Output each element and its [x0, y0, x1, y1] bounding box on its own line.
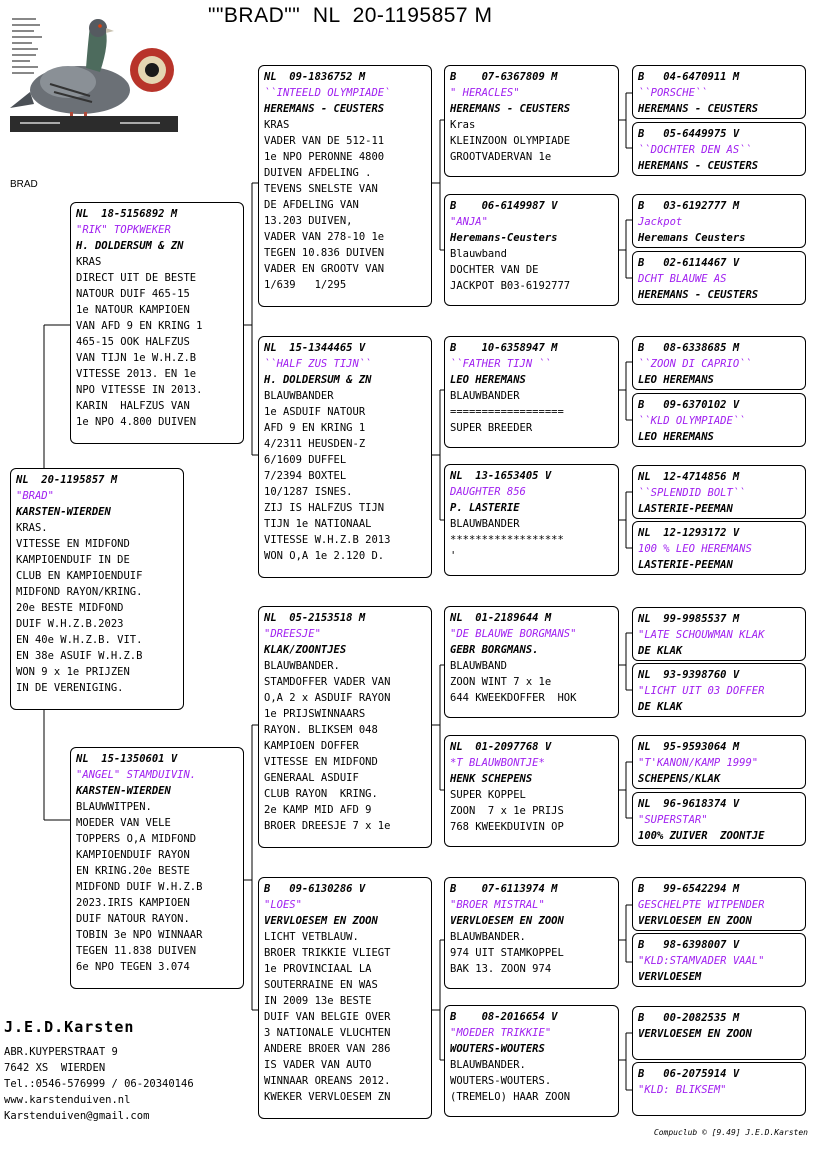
pedigree-box-gen4-5 [444, 606, 619, 718]
detail-line: 3 NATIONALE VLUCHTEN [264, 1027, 391, 1039]
detail-line: LICHT VETBLAUW. [264, 931, 359, 943]
detail-line: IN DE VERENIGING. [16, 682, 124, 694]
ring-number: B 06-6149987 V [450, 200, 558, 212]
detail-line: BLAUWBANDER [264, 390, 334, 402]
pedigree-box-gen5-7 [632, 465, 806, 519]
detail-line: EN 40e W.H.Z.B. VIT. [16, 634, 143, 646]
pedigree-box-gen5-4 [632, 251, 806, 305]
detail-line: KWEKER VERVLOESEM ZN [264, 1091, 391, 1103]
breeder-line: HEREMANS - CEUSTERS [638, 289, 759, 301]
detail-line: BROER DREESJE 7 x 1e [264, 820, 391, 832]
pedigree-box-gen4-1 [444, 65, 619, 177]
detail-line: WON 9 x 1e PRIJZEN [16, 666, 130, 678]
pigeon-name: ``PORSCHE`` [638, 87, 708, 99]
subject-label: BRAD [10, 179, 38, 190]
ring-number: NL 15-1350601 V [76, 753, 178, 765]
pedigree-box-gen5-6 [632, 393, 806, 447]
detail-line: DUIF NATOUR RAYON. [76, 913, 190, 925]
pigeon-name: " HERACLES" [450, 87, 520, 99]
detail-line: KRAS. [16, 522, 48, 534]
detail-line: DUIVEN AFDELING . [264, 167, 372, 179]
detail-line: BLAUWBANDER. [264, 660, 340, 672]
breeder-line: VERVLOESEM EN ZOON [638, 1028, 752, 1040]
pedigree-box-gen5-10 [632, 663, 806, 717]
ring-number: B 07-6367809 M [450, 71, 558, 83]
pedigree-box-dam-sire [258, 606, 432, 848]
detail-line: EN KRING.20e BESTE [76, 865, 190, 877]
ring-number: B 02-6114467 V [638, 257, 740, 269]
pedigree-box-gen4-7 [444, 877, 619, 989]
detail-line: 13.203 DUIVEN, [264, 215, 353, 227]
ring-number: NL 12-1293172 V [638, 527, 740, 539]
pedigree-box-gen4-2 [444, 194, 619, 306]
detail-line: TEGEN 11.838 DUIVEN [76, 945, 197, 957]
detail-line: ZOON 7 x 1e PRIJS [450, 805, 564, 817]
detail-line: 2e KAMP MID AFD 9 [264, 804, 372, 816]
detail-line: MIDFOND RAYON/KRING. [16, 586, 143, 598]
detail-line: (TREMELO) HAAR ZOON [450, 1091, 571, 1103]
ring-number: B 06-2075914 V [638, 1068, 740, 1080]
breeder-line: HEREMANS - CEUSTERS [638, 160, 759, 172]
pigeon-name: "ANGEL" STAMDUIVIN. [76, 769, 197, 781]
breeder-line: KARSTEN-WIERDEN [16, 506, 111, 518]
detail-line: WON O,A 1e 2.120 D. [264, 550, 385, 562]
breeder-name: J.E.D.Karsten [4, 1018, 135, 1036]
contact-email[interactable]: Karstenduiven@gmail.com [4, 1110, 150, 1122]
ring-number: NL 09-1836752 M [264, 71, 366, 83]
detail-line: 20e BESTE MIDFOND [16, 602, 124, 614]
pigeon-name: ``HALF ZUS TIJN`` [264, 358, 372, 370]
ring-number: NL 20-1195857 M [16, 474, 118, 486]
pigeon-name: "LOES" [264, 899, 302, 911]
detail-line: BLAUWBANDER. [450, 1059, 526, 1071]
ring-number: B 03-6192777 M [638, 200, 740, 212]
detail-line: DE AFDELING VAN [264, 199, 359, 211]
contact-phone: Tel.:0546-576999 / 06-20340146 [4, 1078, 194, 1090]
pigeon-name: 100 % LEO HEREMANS [638, 543, 752, 555]
detail-line: JACKPOT B03-6192777 [450, 280, 571, 292]
pigeon-name: DAUGHTER 856 [450, 486, 526, 498]
breeder-line: VERVLOESEM [638, 971, 702, 983]
ring-number: NL 01-2189644 M [450, 612, 552, 624]
detail-line: CLUB RAYON KRING. [264, 788, 378, 800]
detail-line: Kras [450, 119, 476, 131]
detail-line: TOPPERS O,A MIDFOND [76, 833, 197, 845]
ring-number: B 98-6398007 V [638, 939, 740, 951]
pedigree-box-subject [10, 468, 184, 710]
detail-line: VADER VAN 278-10 1e [264, 231, 385, 243]
ring-number: B 99-6542294 M [638, 883, 740, 895]
detail-line: IN 2009 13e BESTE [264, 995, 372, 1007]
pigeon-name: "BRAD" [16, 490, 54, 502]
pigeon-name: "T'KANON/KAMP 1999" [638, 757, 759, 769]
detail-line: DUIF VAN BELGIE OVER [264, 1011, 391, 1023]
pedigree-box-gen4-8 [444, 1005, 619, 1117]
detail-line: 7/2394 BOXTEL [264, 470, 347, 482]
pigeon-name: "DREESJE" [264, 628, 321, 640]
pedigree-box-gen4-3 [444, 336, 619, 448]
ring-number: NL 96-9618374 V [638, 798, 740, 810]
detail-line: GROOTVADERVAN 1e [450, 151, 552, 163]
breeder-line: VERVLOESEM EN ZOON [450, 915, 564, 927]
ring-number: B 04-6470911 M [638, 71, 740, 83]
page-title: ""BRAD"" NL 20-1195857 M [208, 4, 493, 27]
breeder-line: Heremans-Ceusters [450, 232, 558, 244]
breeder-line: DE KLAK [638, 645, 683, 657]
ring-number: NL 93-9398760 V [638, 669, 740, 681]
detail-line: 10/1287 ISNES. [264, 486, 353, 498]
detail-line: BROER TRIKKIE VLIEGT [264, 947, 391, 959]
detail-line: VAN AFD 9 EN KRING 1 [76, 320, 203, 332]
ring-number: NL 01-2097768 V [450, 741, 552, 753]
breeder-line: DE KLAK [638, 701, 683, 713]
pedigree-box-dam-dam [258, 877, 432, 1119]
ring-number: B 05-6449975 V [638, 128, 740, 140]
pedigree-box-sire [70, 202, 244, 444]
contact-website[interactable]: www.karstenduiven.nl [4, 1094, 131, 1106]
contact-city: 7642 XS WIERDEN [4, 1062, 106, 1074]
ring-number: B 08-6338685 M [638, 342, 740, 354]
pedigree-box-sire-dam [258, 336, 432, 578]
detail-line: 6e NPO TEGEN 3.074 [76, 961, 190, 973]
detail-line: 1e NPO 4.800 DUIVEN [76, 416, 197, 428]
ring-number: NL 18-5156892 M [76, 208, 178, 220]
detail-line: 1e ASDUIF NATOUR [264, 406, 366, 418]
breeder-line: LASTERIE-PEEMAN [638, 503, 733, 515]
detail-line: IS VADER VAN AUTO [264, 1059, 372, 1071]
ring-number: NL 15-1344465 V [264, 342, 366, 354]
pedigree-box-gen5-9 [632, 607, 806, 661]
detail-line: STAMDOFFER VADER VAN [264, 676, 391, 688]
detail-line: SUPER KOPPEL [450, 789, 526, 801]
ring-number: NL 12-4714856 M [638, 471, 740, 483]
detail-line: ZOON WINT 7 x 1e [450, 676, 552, 688]
pedigree-box-gen5-2 [632, 122, 806, 176]
detail-line: MIDFOND DUIF W.H.Z.B [76, 881, 203, 893]
pigeon-name: ``KLD OLYMPIADE`` [638, 415, 746, 427]
detail-line: WINNAAR OREANS 2012. [264, 1075, 391, 1087]
detail-line: NATOUR DUIF 465-15 [76, 288, 190, 300]
pigeon-name: "ANJA" [450, 216, 488, 228]
pigeon-name: ``DOCHTER DEN AS`` [638, 144, 752, 156]
detail-line: ZIJ IS HALFZUS TIJN [264, 502, 385, 514]
pigeon-name: "MOEDER TRIKKIE" [450, 1027, 552, 1039]
detail-line: SUPER BREEDER [450, 422, 533, 434]
detail-line: DOCHTER VAN DE [450, 264, 539, 276]
pigeon-name: Jackpot [638, 216, 683, 228]
pigeon-name: "KLD: BLIKSEM" [638, 1084, 727, 1096]
pigeon-name: ``ZOON DI CAPRIO`` [638, 358, 752, 370]
pedigree-box-dam [70, 747, 244, 989]
detail-line: KAMPIOEN DOFFER [264, 740, 359, 752]
pigeon-name: DCHT BLAUWE AS [638, 273, 727, 285]
breeder-line: HEREMANS - CEUSTERS [638, 103, 759, 115]
detail-line: 2023.IRIS KAMPIOEN [76, 897, 190, 909]
pedigree-box-gen5-15 [632, 1006, 806, 1060]
detail-line: O,A 2 x ASDUIF RAYON [264, 692, 391, 704]
pedigree-box-gen5-12 [632, 792, 806, 846]
pigeon-name: "BROER MISTRAL" [450, 899, 545, 911]
detail-line: 465-15 OOK HALFZUS [76, 336, 190, 348]
ring-number: B 07-6113974 M [450, 883, 558, 895]
breeder-line: LEO HEREMANS [450, 374, 526, 386]
pigeon-name: "RIK" TOPKWEKER [76, 224, 171, 236]
detail-line: 6/1609 DUFFEL [264, 454, 347, 466]
pigeon-name: "KLD:STAMVADER VAAL" [638, 955, 765, 967]
detail-line: KRAS [264, 119, 290, 131]
detail-line: MOEDER VAN VELE [76, 817, 171, 829]
pedigree-box-sire-sire [258, 65, 432, 307]
ring-number: B 10-6358947 M [450, 342, 558, 354]
pigeon-name: *T BLAUWBONTJE* [450, 757, 545, 769]
detail-line: 1e NPO PERONNE 4800 [264, 151, 385, 163]
detail-line: VITESSE EN MIDFOND [16, 538, 130, 550]
detail-line: CLUB EN KAMPIOENDUIF [16, 570, 143, 582]
detail-line: BLAUWBAND [450, 660, 507, 672]
breeder-line: H. DOLDERSUM & ZN [76, 240, 184, 252]
breeder-line: GEBR BORGMANS. [450, 644, 539, 656]
ring-number: B 00-2082535 M [638, 1012, 740, 1024]
detail-line: 1e NATOUR KAMPIOEN [76, 304, 190, 316]
pigeon-name: "SUPERSTAR" [638, 814, 708, 826]
breeder-line: HEREMANS - CEUSTERS [264, 103, 385, 115]
detail-line: DIRECT UIT DE BESTE [76, 272, 197, 284]
ring-number: B 09-6370102 V [638, 399, 740, 411]
breeder-line: Heremans Ceusters [638, 232, 746, 244]
footer-credit: Compuclub © [9.49] J.E.D.Karsten [653, 1128, 808, 1137]
detail-line: KARIN HALFZUS VAN [76, 400, 190, 412]
pedigree-box-gen4-6 [444, 735, 619, 847]
breeder-line: VERVLOESEM EN ZOON [638, 915, 752, 927]
detail-line: SOUTERRAINE EN WAS [264, 979, 378, 991]
detail-line: TOBIN 3e NPO WINNAAR [76, 929, 203, 941]
breeder-contact [4, 1018, 194, 1124]
pigeon-photo [10, 12, 178, 132]
detail-line: 1e PRIJSWINNAARS [264, 708, 366, 720]
breeder-line: WOUTERS-WOUTERS [450, 1043, 545, 1055]
detail-line: VITESSE 2013. EN 1e [76, 368, 197, 380]
detail-line: 644 KWEEKDOFFER HOK [450, 692, 577, 704]
contact-address: ABR.KUYPERSTRAAT 9 [4, 1046, 118, 1058]
detail-line: 974 UIT STAMKOPPEL [450, 947, 564, 959]
detail-line: BLAUWBANDER [450, 518, 520, 530]
ring-number: B 09-6130286 V [264, 883, 366, 895]
breeder-line: LASTERIE-PEEMAN [638, 559, 733, 571]
detail-line: 1/639 1/295 [264, 279, 347, 291]
breeder-line: 100% ZUIVER ZOONTJE [638, 830, 765, 842]
detail-line: VADER EN GROOTV VAN [264, 263, 385, 275]
detail-line: BLAUWBANDER. [450, 931, 526, 943]
detail-line: ================== [450, 406, 564, 418]
detail-line: KRAS [76, 256, 102, 268]
breeder-line: SCHEPENS/KLAK [638, 773, 721, 785]
detail-line: ****************** [450, 534, 564, 546]
breeder-line: HEREMANS - CEUSTERS [450, 103, 571, 115]
pedigree-box-gen5-5 [632, 336, 806, 390]
pedigree-box-gen5-16 [632, 1062, 806, 1116]
ring-number: NL 13-1653405 V [450, 470, 552, 482]
breeder-line: LEO HEREMANS [638, 431, 714, 443]
pigeon-name: ``INTEELD OLYMPIADE` [264, 87, 391, 99]
detail-line: VITESSE W.H.Z.B 2013 [264, 534, 391, 546]
detail-line: VADER VAN DE 512-11 [264, 135, 385, 147]
detail-line: ANDERE BROER VAN 286 [264, 1043, 391, 1055]
breeder-line: KARSTEN-WIERDEN [76, 785, 171, 797]
detail-line: WOUTERS-WOUTERS. [450, 1075, 552, 1087]
breeder-line: LEO HEREMANS [638, 374, 714, 386]
pigeon-name: "DE BLAUWE BORGMANS" [450, 628, 577, 640]
detail-line: KAMPIOENDUIF RAYON [76, 849, 190, 861]
detail-line: AFD 9 EN KRING 1 [264, 422, 366, 434]
breeder-line: H. DOLDERSUM & ZN [264, 374, 372, 386]
pedigree-box-gen4-4 [444, 464, 619, 576]
pedigree-box-gen5-3 [632, 194, 806, 248]
pigeon-name: "LATE SCHOUWMAN KLAK [638, 629, 765, 641]
ring-number: NL 99-9985537 M [638, 613, 740, 625]
detail-line: TEVENS SNELSTE VAN [264, 183, 378, 195]
detail-line: 4/2311 HEUSDEN-Z [264, 438, 366, 450]
detail-line: GENERAAL ASDUIF [264, 772, 359, 784]
detail-line: VAN TIJN 1e W.H.Z.B [76, 352, 197, 364]
detail-line: BLAUWBANDER [450, 390, 520, 402]
breeder-line: KLAK/ZOONTJES [264, 644, 347, 656]
pedigree-box-gen5-1 [632, 65, 806, 119]
detail-line: Blauwband [450, 248, 507, 260]
pedigree-box-gen5-11 [632, 735, 806, 789]
detail-line: 1e PROVINCIAAL LA [264, 963, 372, 975]
detail-line: NPO VITESSE IN 2013. [76, 384, 203, 396]
ring-number: NL 95-9593064 M [638, 741, 740, 753]
detail-line: TEGEN 10.836 DUIVEN [264, 247, 385, 259]
pedigree-box-gen5-13 [632, 877, 806, 931]
detail-line: KLEINZOON OLYMPIADE [450, 135, 571, 147]
ring-number: NL 05-2153518 M [264, 612, 366, 624]
pigeon-name: "LICHT UIT 03 DOFFER [638, 685, 765, 697]
detail-line: DUIF W.H.Z.B.2023 [16, 618, 124, 630]
detail-line: 768 KWEEKDUIVIN OP [450, 821, 564, 833]
breeder-line: HENK SCHEPENS [450, 773, 533, 785]
detail-line: BLAUWWITPEN. [76, 801, 152, 813]
pigeon-name: ``FATHER TIJN `` [450, 358, 552, 370]
breeder-line: P. LASTERIE [450, 502, 520, 514]
pigeon-name: ``SPLENDID BOLT`` [638, 487, 746, 499]
breeder-line: VERVLOESEM EN ZOON [264, 915, 378, 927]
detail-line: ' [450, 550, 457, 562]
detail-line: KAMPIOENDUIF IN DE [16, 554, 130, 566]
detail-line: RAYON. BLIKSEM 048 [264, 724, 378, 736]
detail-line: EN 38e ASUIF W.H.Z.B [16, 650, 143, 662]
ring-number: B 08-2016654 V [450, 1011, 558, 1023]
detail-line: VITESSE EN MIDFOND [264, 756, 378, 768]
pedigree-box-gen5-14 [632, 933, 806, 987]
detail-line: BAK 13. ZOON 974 [450, 963, 552, 975]
pedigree-box-gen5-8 [632, 521, 806, 575]
detail-line: TIJN 1e NATIONAAL [264, 518, 372, 530]
pigeon-name: GESCHELPTE WITPENDER [638, 899, 765, 911]
